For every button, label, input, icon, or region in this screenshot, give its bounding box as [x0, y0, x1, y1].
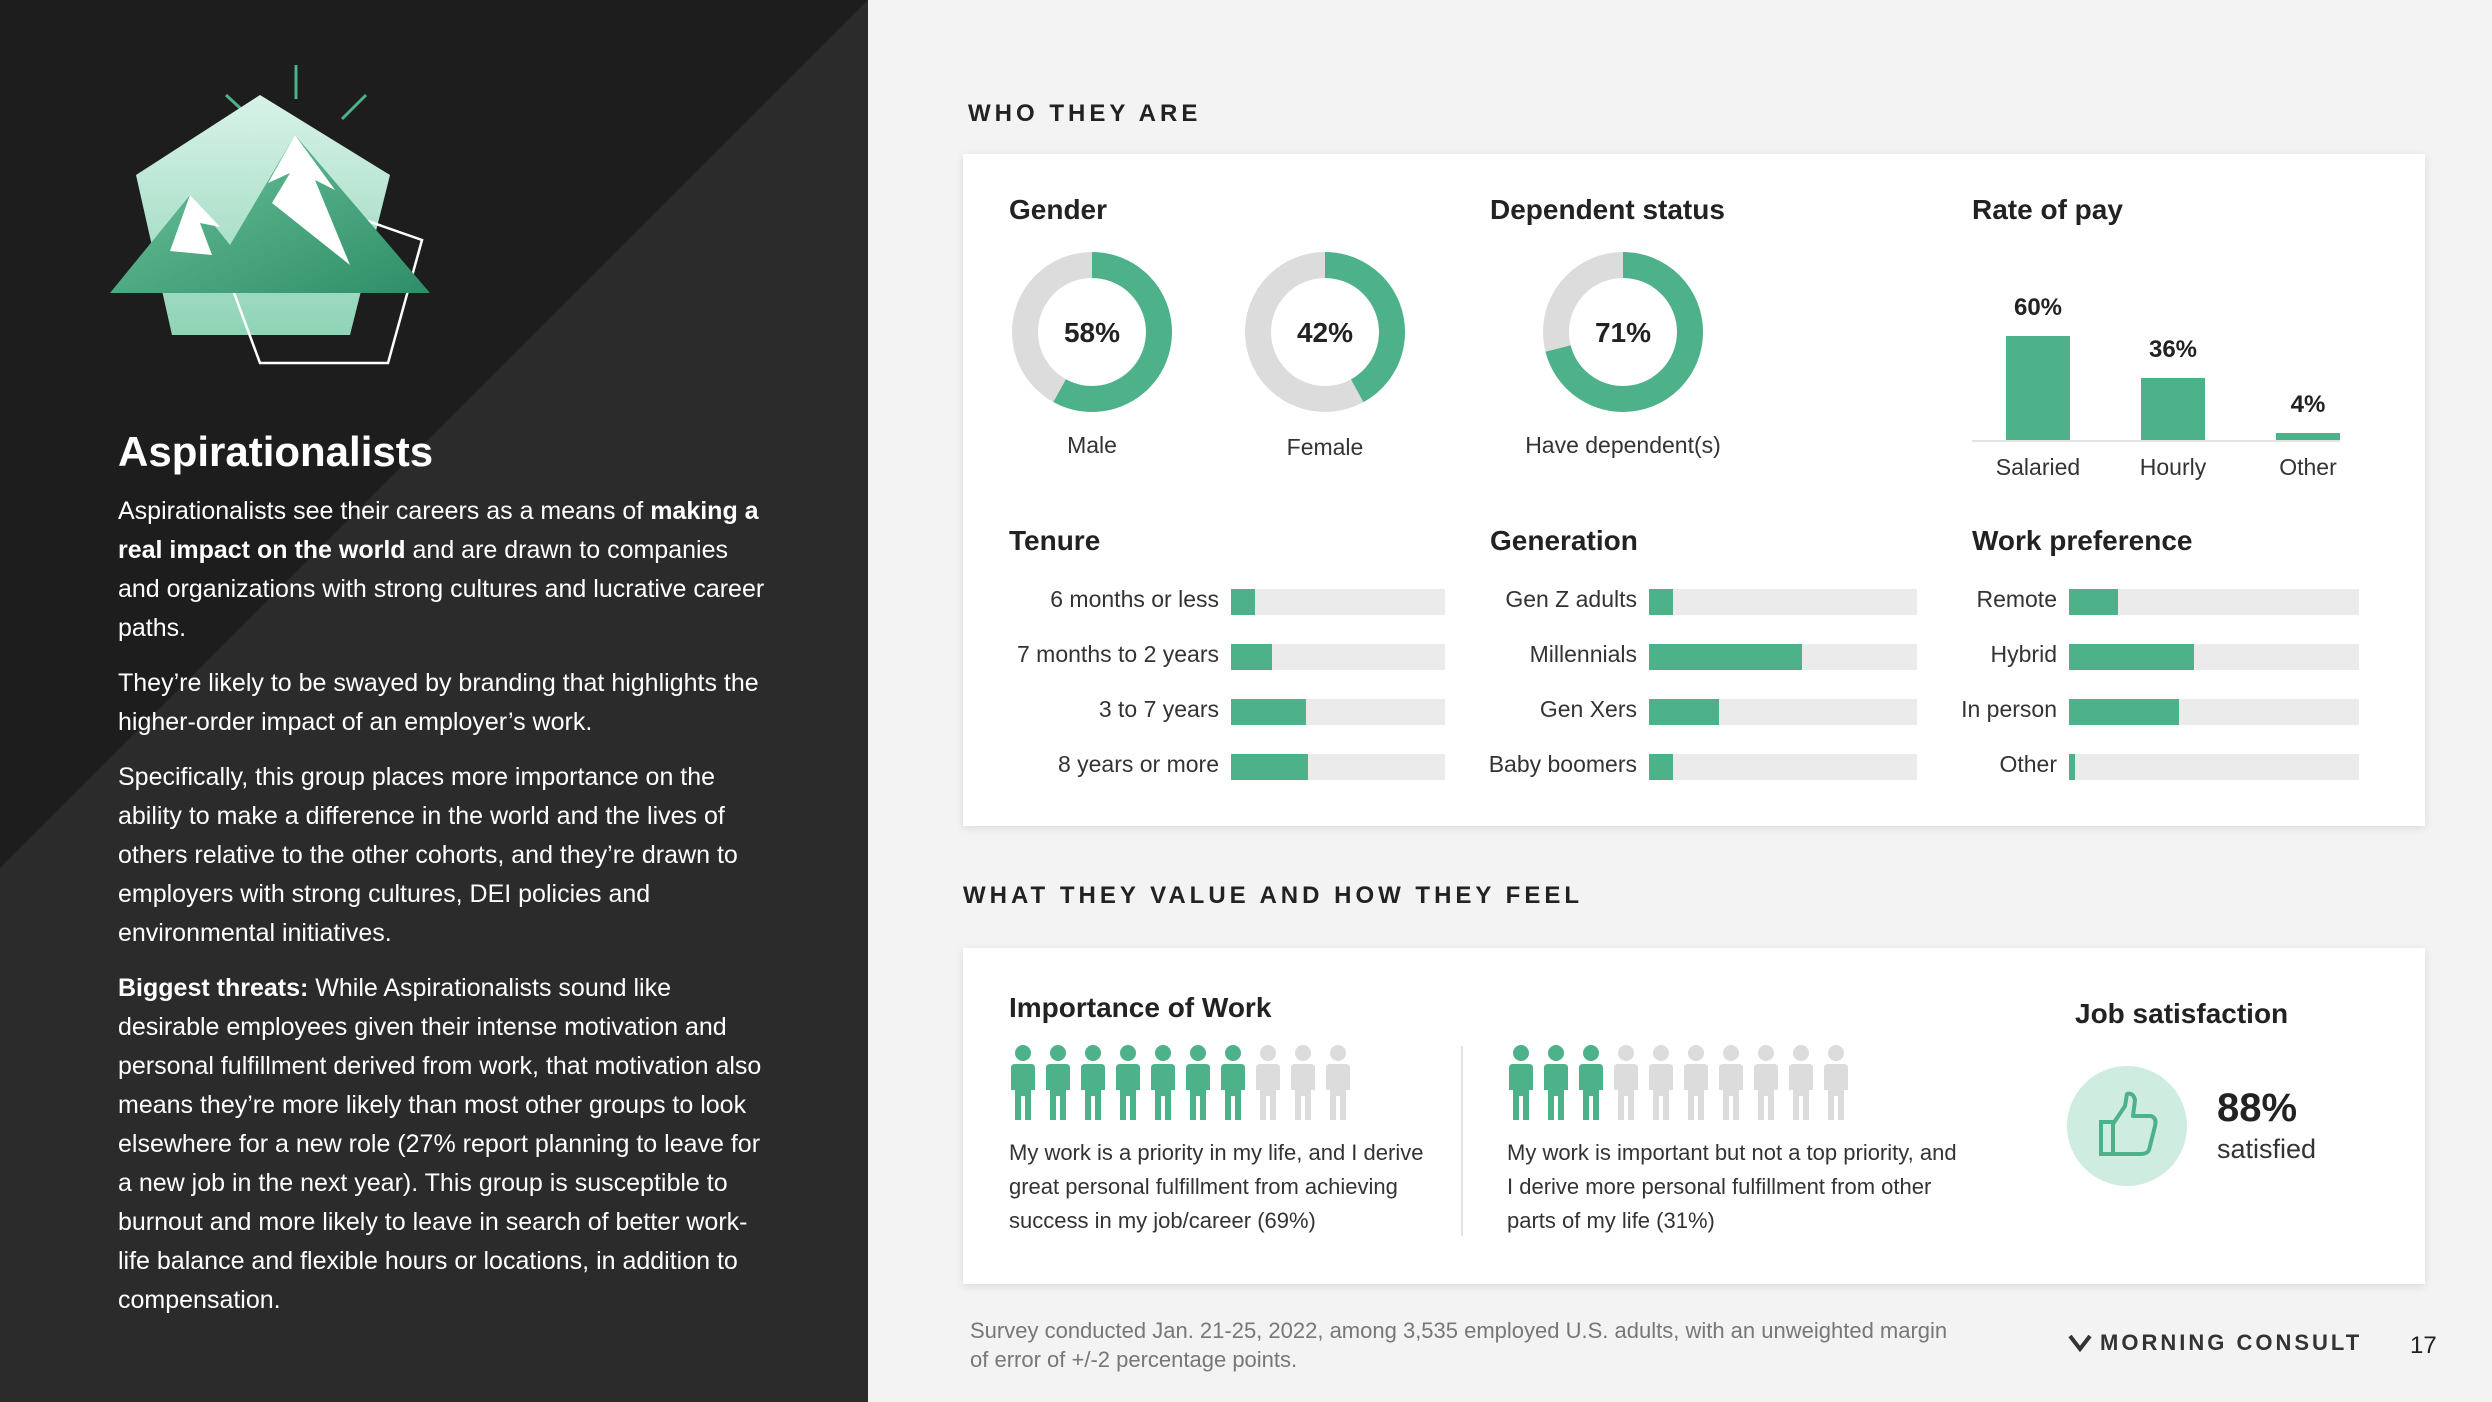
female-label: Female — [1286, 434, 1364, 460]
male-label: Male — [1067, 432, 1117, 458]
persona-panel — [0, 0, 868, 1402]
person-icon — [1079, 1044, 1107, 1122]
work-pref-bar — [2069, 699, 2179, 725]
female-donut-value: 42% — [1296, 317, 1354, 348]
person-icon — [1324, 1044, 1352, 1122]
paragraph-emphasis: making a real impact on the world — [118, 497, 759, 564]
tenure-label: 8 years or more — [1057, 751, 1219, 777]
person-icon — [1542, 1044, 1570, 1122]
pay-category-hourly: Hourly — [2139, 454, 2207, 480]
who-they-are-card — [963, 154, 2425, 826]
pay-category-other: Other — [2279, 454, 2337, 480]
tenure-title: Tenure — [1009, 525, 1101, 556]
generation-label: Millennials — [1529, 641, 1637, 667]
threats-label: Biggest threats: — [118, 974, 309, 1002]
work-pref-bar — [2069, 644, 2194, 670]
pay-bar-hourly — [2141, 378, 2205, 440]
work-pref-track — [2069, 644, 2359, 670]
person-icon — [1787, 1044, 1815, 1122]
pay-value-hourly: 36% — [2148, 335, 2198, 363]
paragraph-text: While Aspirationalists sound like desirable employees given their intense motivation and personal fulfillment derived from work, that motivation also means they’re more likely than most other groups to look elsewhere for a new role (27% report planning to leave for a new job in the next year). This group is susceptible to burnout and more likely to leave in search of better work-life balance and flexible hours or locations, in addition to compensation. — [118, 974, 762, 1314]
importance-text-1: My work is a priority in my life, and I derive great personal fulfillment from achieving success in my job/career (69%) — [1009, 1140, 1424, 1233]
mountain-logo-icon — [100, 55, 440, 375]
male-donut-value: 58% — [1063, 317, 1121, 348]
work-pref-label: Remote — [1976, 586, 2057, 612]
persona-description — [118, 492, 768, 1336]
dependent-title: Dependent status — [1490, 194, 1725, 225]
persona-title: Aspirationalists — [118, 428, 434, 475]
thumbs-up-badge — [2067, 1066, 2187, 1186]
what-they-value-card — [963, 948, 2425, 1284]
dependents-donut-value: 71% — [1594, 317, 1652, 348]
generation-label: Gen Xers — [1539, 696, 1637, 722]
work-pref-row — [963, 751, 2359, 780]
person-icon — [1219, 1044, 1247, 1122]
work-pref-row — [963, 586, 2359, 615]
generation-label: Baby boomers — [1488, 751, 1637, 777]
work-preference-title: Work preference — [1972, 525, 2193, 556]
persona-paragraph-4 — [118, 969, 768, 1320]
tenure-label: 3 to 7 years — [1098, 696, 1219, 722]
work-pref-track — [2069, 754, 2359, 780]
persona-paragraph-1 — [118, 492, 768, 648]
person-icon — [1254, 1044, 1282, 1122]
brand-name: MORNING CONSULT — [2100, 1330, 2363, 1355]
thumbs-up-icon — [2067, 1066, 2187, 1186]
importance-title: Importance of Work — [1009, 992, 1272, 1023]
persona-paragraph-2: They’re likely to be swayed by branding that highlights the higher-order impact of an employer’s work. — [118, 669, 759, 736]
paragraph-text: Aspirationalists see their careers as a means of — [118, 497, 651, 525]
person-icon — [1682, 1044, 1710, 1122]
pay-category-salaried: Salaried — [1995, 454, 2081, 480]
person-icon — [1114, 1044, 1142, 1122]
person-icon — [1822, 1044, 1850, 1122]
work-pref-row — [963, 696, 2359, 725]
work-pref-label: Hybrid — [1990, 641, 2057, 667]
person-icon — [1752, 1044, 1780, 1122]
paragraph-text: and are drawn to companies and organizations with strong cultures and lucrative career paths. — [118, 536, 765, 642]
dependents-donut — [1523, 232, 1723, 432]
pay-bar-salaried — [2006, 336, 2070, 440]
person-icon — [1044, 1044, 1072, 1122]
pay-title: Rate of pay — [1972, 194, 2123, 225]
pay-baseline — [1972, 440, 2340, 442]
work-pref-row — [963, 641, 2359, 670]
satisfaction-percent: 88% — [2217, 1086, 2298, 1130]
job-satisfaction-title: Job satisfaction — [2075, 998, 2289, 1029]
pay-value-other: 4% — [2290, 391, 2326, 419]
generation-label: Gen Z adults — [1505, 586, 1637, 612]
work-pref-bar — [2069, 754, 2075, 780]
tenure-label: 7 months to 2 years — [1017, 641, 1219, 667]
person-icon — [1647, 1044, 1675, 1122]
person-icon — [1612, 1044, 1640, 1122]
person-icon — [1717, 1044, 1745, 1122]
section-title-who: WHO THEY ARE — [968, 100, 1202, 127]
work-pref-track — [2069, 589, 2359, 615]
person-icon — [1507, 1044, 1535, 1122]
work-pref-bar — [2069, 589, 2118, 615]
brand-logo — [2068, 1330, 2362, 1356]
pay-value-salaried: 60% — [2013, 294, 2063, 321]
person-icon — [1577, 1044, 1605, 1122]
gender-title: Gender — [1009, 194, 1108, 225]
work-pref-label: In person — [1961, 696, 2057, 722]
work-pref-track — [2069, 699, 2359, 725]
persona-paragraph-3: Specifically, this group places more importance on the ability to make a difference in the world and the lives of others relative to the other cohorts, and they’re drawn to employers with strong cultures, DEI policies and environmental initiatives. — [118, 763, 738, 947]
male-donut — [992, 232, 1192, 432]
person-icon — [1184, 1044, 1212, 1122]
generation-title: Generation — [1490, 525, 1638, 556]
section-title-value: WHAT THEY VALUE AND HOW THEY FEEL — [963, 882, 1584, 909]
person-icon — [1009, 1044, 1037, 1122]
person-icon — [1149, 1044, 1177, 1122]
dependents-label: Have dependent(s) — [1525, 432, 1721, 458]
divider — [1461, 1046, 1463, 1236]
tenure-label: 6 months or less — [1050, 586, 1219, 612]
people-pictogram-2 — [1507, 1044, 1850, 1122]
work-pref-label: Other — [1999, 751, 2057, 777]
morning-consult-icon — [2068, 1333, 2092, 1353]
person-icon — [1289, 1044, 1317, 1122]
pay-bar-other — [2276, 433, 2340, 440]
female-donut — [1225, 232, 1425, 432]
importance-text-2: My work is important but not a top priority, and I derive more personal fulfillment from other parts of my life (31%) — [1507, 1140, 1957, 1233]
page-number: 17 — [2410, 1332, 2437, 1359]
survey-footnote: Survey conducted Jan. 21-25, 2022, among 3,535 employed U.S. adults, with an unweighted margin of error of +/-2 percentage points. — [970, 1318, 1948, 1372]
people-pictogram-1 — [1009, 1044, 1352, 1122]
satisfaction-label: satisfied — [2217, 1134, 2317, 1164]
